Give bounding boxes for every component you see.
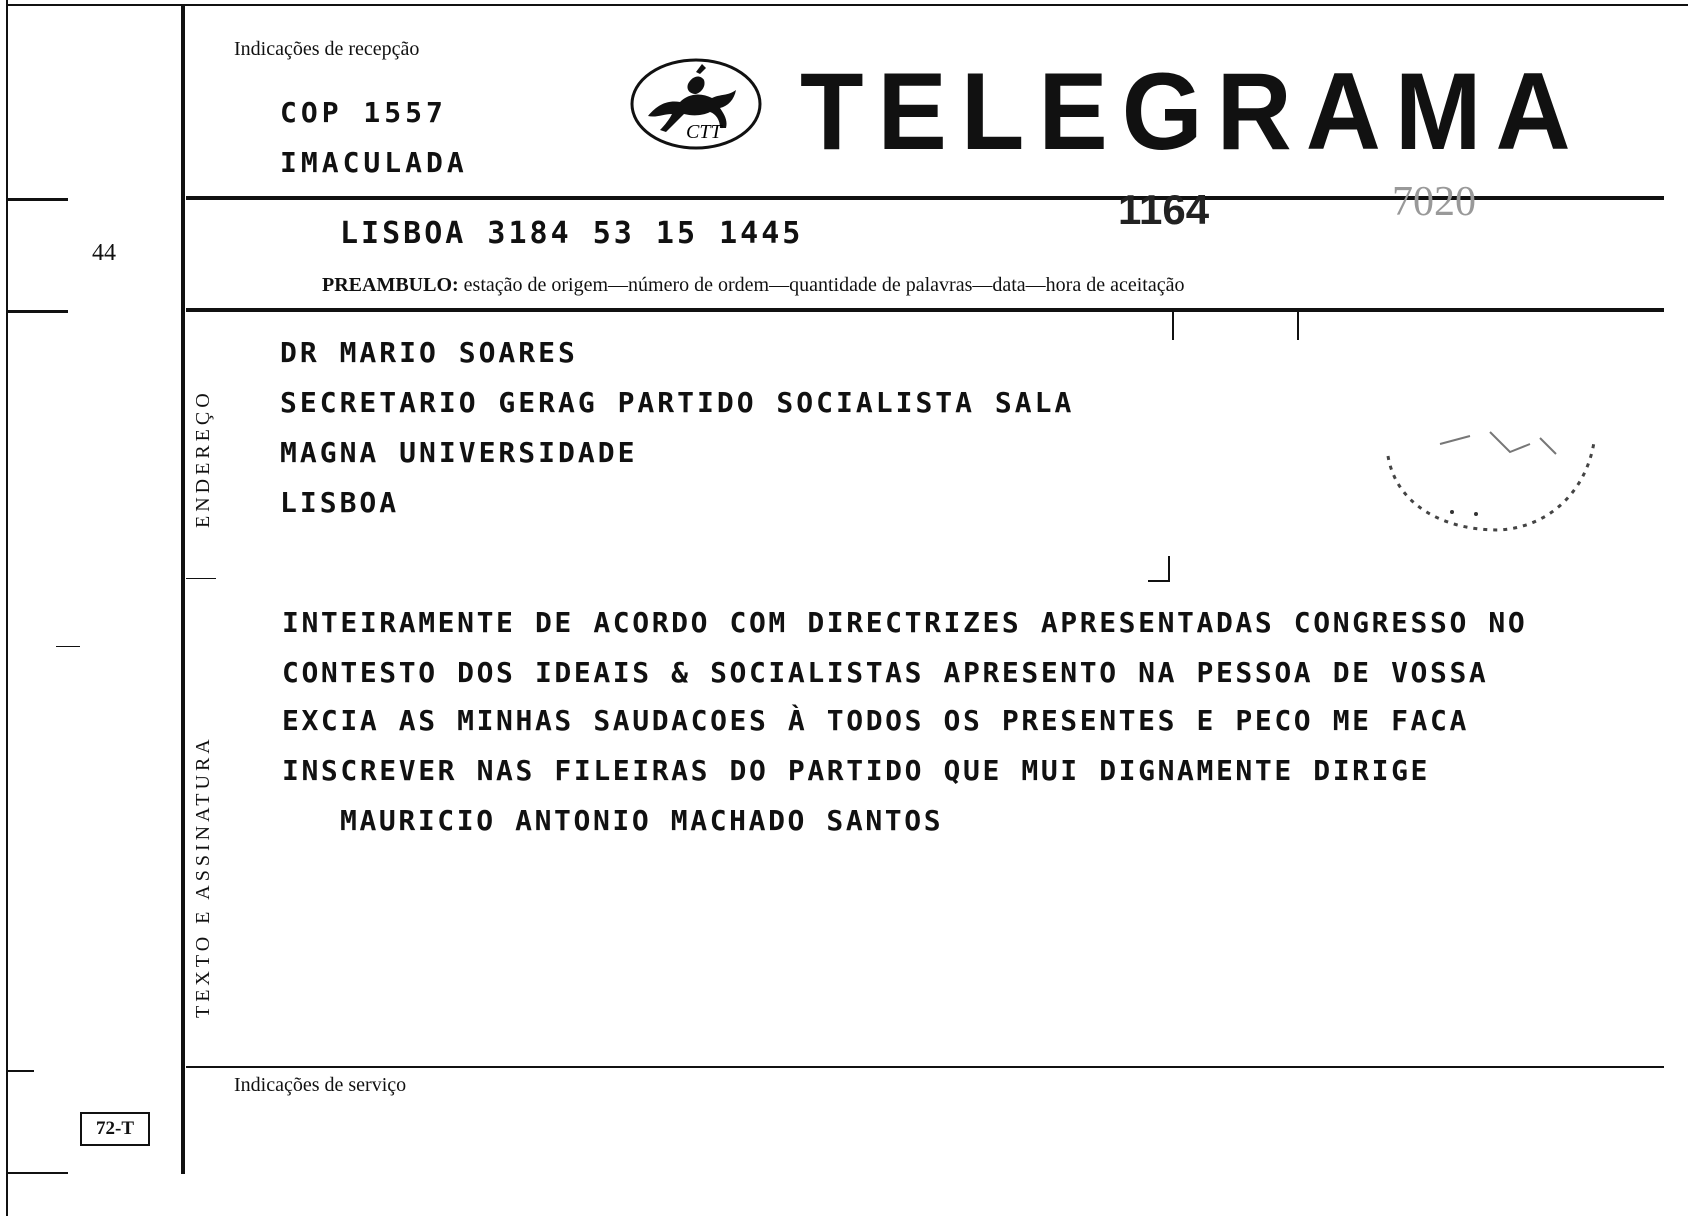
- route-code: COP 1557: [280, 96, 447, 129]
- signature: MAURICIO ANTONIO MACHADO SANTOS: [340, 804, 944, 837]
- route-place: IMACULADA: [280, 146, 468, 179]
- address-line: SECRETARIO GERAG PARTIDO SOCIALISTA SALA: [280, 386, 1075, 419]
- form-code-box: 72-T: [80, 1112, 150, 1146]
- message-line: INTEIRAMENTE DE ACORDO COM DIRECTRIZES APRESENTADAS CONGRESSO NO: [282, 606, 1528, 639]
- preamble-legend-text: estação de origem—número de ordem—quantidade de palavras—data—hora de aceitação: [463, 274, 1185, 296]
- stamped-number-2: 7020: [1392, 179, 1476, 225]
- address-line: LISBOA: [280, 486, 400, 519]
- margin-tick-2: [8, 310, 68, 313]
- address-side-label: ENDEREÇO: [192, 389, 214, 528]
- postmark-stamp: [1380, 392, 1602, 532]
- telegram-title: TELEGRAMA: [800, 51, 1585, 173]
- address-line: MAGNA UNIVERSIDADE: [280, 436, 638, 469]
- margin-tick-3: [56, 646, 80, 647]
- message-line: CONTESTO DOS IDEAIS & SOCIALISTAS APRESENTO NA PESSOA DE VOSSA: [282, 656, 1489, 689]
- margin-number: 44: [92, 240, 116, 266]
- address-line: DR MARIO SOARES: [280, 336, 578, 369]
- top-border: [8, 4, 1688, 6]
- form-spine: [181, 4, 185, 1174]
- margin-tick-5: [8, 1172, 68, 1174]
- left-edge-line: [6, 0, 8, 1216]
- corner-mark-foot: [1148, 580, 1170, 582]
- preamble-legend-label: PREAMBULO:: [322, 274, 459, 296]
- text-side-label: TEXTO E ASSINATURA: [192, 735, 214, 1018]
- message-line: EXCIA AS MINHAS SAUDACOES À TODOS OS PRESENTES E PECO ME FACA: [282, 704, 1469, 737]
- corner-mark: [1168, 556, 1170, 582]
- ctt-horse-logo-icon: [628, 54, 764, 154]
- margin-tick-1: [8, 198, 68, 201]
- column-tick-1: [1172, 310, 1174, 340]
- margin-tick-4: [8, 1070, 34, 1072]
- preamble-value: LISBOA 3184 53 15 1445: [340, 216, 804, 251]
- preamble-legend: [322, 274, 1184, 297]
- stamped-number-1: 1164: [1118, 186, 1210, 233]
- service-label: Indicações de serviço: [234, 1074, 407, 1096]
- logo-text: CTT: [686, 121, 722, 143]
- preamble-bottom-rule: [186, 308, 1664, 312]
- reception-label: Indicações de recepção: [234, 38, 420, 60]
- column-tick-2: [1297, 310, 1299, 340]
- address-divider-tick: [186, 578, 216, 579]
- message-line: INSCREVER NAS FILEIRAS DO PARTIDO QUE MUI DIGNAMENTE DIRIGE: [282, 754, 1430, 787]
- text-bottom-rule: [186, 1066, 1664, 1068]
